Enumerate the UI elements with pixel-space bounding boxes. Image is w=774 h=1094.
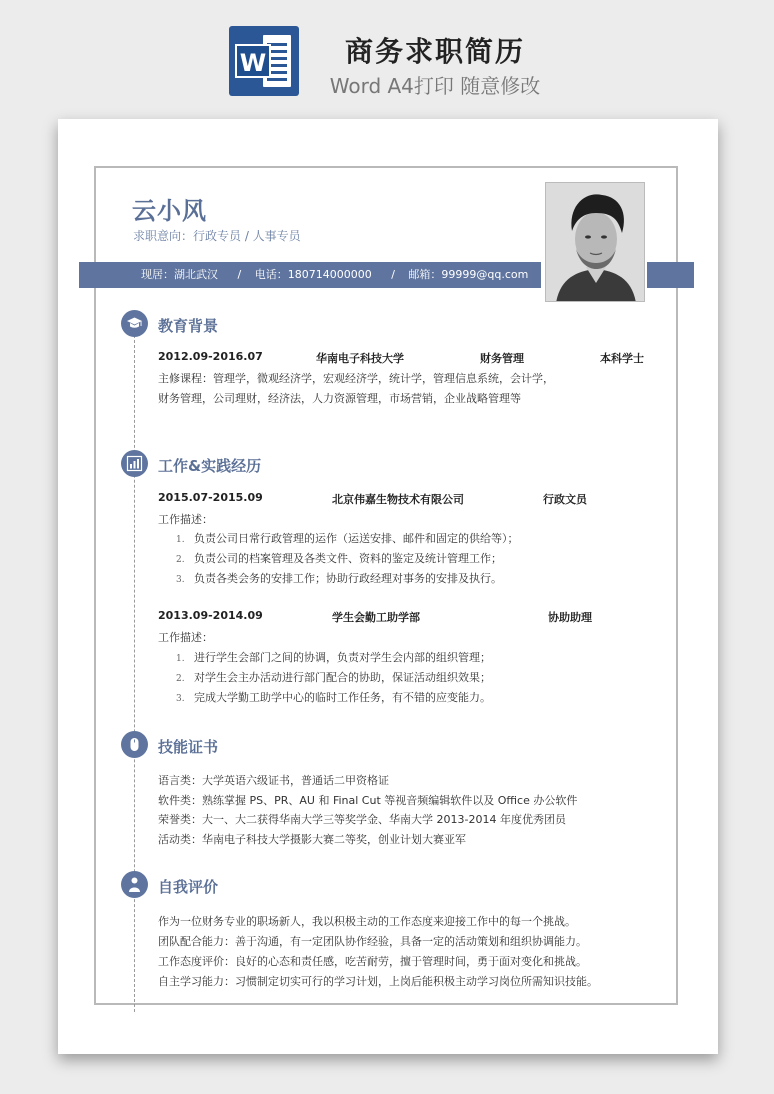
contact-bar-end <box>647 262 694 288</box>
section-title-self: 自我评价 <box>158 878 219 896</box>
list-item-number: 2. <box>176 674 185 684</box>
banner-subtitle: Word A4打印 随意修改 <box>329 74 541 98</box>
job-company: 学生会勤工助学部 <box>332 611 420 624</box>
profile-photo <box>545 182 645 302</box>
contact-separator: / <box>237 268 242 281</box>
education-degree: 本科学士 <box>600 352 644 365</box>
list-item-number: 3. <box>176 694 185 704</box>
job-role: 行政文员 <box>543 493 587 506</box>
contact-phone: 电话：180714000000 <box>254 268 372 281</box>
banner-title: 商务求职简历 <box>344 35 525 68</box>
resume-page <box>58 119 718 1054</box>
job-date: 2013.09-2014.09 <box>158 609 263 622</box>
mouse-icon <box>121 731 148 758</box>
list-item-number: 1. <box>176 535 185 545</box>
list-item-text: 负责公司日常行政管理的运作（运送安排、邮件和固定的供给等）； <box>194 532 519 545</box>
contact-address: 现居：湖北武汉 <box>141 268 218 281</box>
self-eval-line: 自主学习能力：习惯制定切实可行的学习计划，上岗后能积极主动学习岗位所需知识技能。 <box>158 975 598 988</box>
timeline-line <box>134 325 135 1012</box>
list-item <box>176 669 491 685</box>
job-intent: 求职意向：行政专员 / 人事专员 <box>133 229 301 243</box>
list-item-text: 负责各类会务的安排工作；协助行政经理对事务的安排及执行。 <box>194 572 502 585</box>
list-item-text: 对学生会主办活动进行部门配合的协助，保证活动组织效果； <box>194 671 491 684</box>
self-eval-line: 团队配合能力：善于沟通，有一定团队协作经验，具备一定的活动策划和组织协调能力。 <box>158 935 587 948</box>
list-item <box>176 530 519 546</box>
section-title-skills: 技能证书 <box>158 738 219 756</box>
person-icon <box>121 871 148 898</box>
contact-info <box>141 262 534 288</box>
list-item-number: 3. <box>176 575 185 585</box>
skill-line: 软件类：熟练掌握 PS、PR、AU 和 Final Cut 等视音频编辑软件以及 Office 办公软件 <box>158 794 578 807</box>
promo-banner <box>0 0 774 110</box>
word-icon-letter: W <box>235 44 271 78</box>
list-item-number: 1. <box>176 654 185 664</box>
skill-line: 语言类：大学英语六级证书，普通话二甲资格证 <box>158 774 389 787</box>
list-item-number: 2. <box>176 555 185 565</box>
contact-separator: / <box>391 268 395 281</box>
job-desc-label: 工作描述： <box>158 631 213 644</box>
list-item-text: 负责公司的档案管理及各类文件、资料的鉴定及统计管理工作； <box>194 552 502 565</box>
job-company: 北京伟嘉生物技术有限公司 <box>332 493 464 506</box>
education-major: 财务管理 <box>480 352 524 365</box>
portrait-image <box>546 183 645 302</box>
section-title-work: 工作&实践经历 <box>158 457 262 475</box>
list-item <box>176 550 502 566</box>
word-icon <box>229 26 299 96</box>
graduation-cap-icon <box>121 310 148 337</box>
list-item <box>176 689 491 705</box>
job-desc-label: 工作描述： <box>158 513 213 526</box>
education-courses: 财务管理，公司理财，经济法，人力资源管理，市场营销，企业战略管理等 <box>158 392 521 405</box>
list-item-text: 完成大学勤工助学中心的临时工作任务，有不错的应变能力。 <box>194 691 491 704</box>
self-eval-line: 作为一位财务专业的职场新人，我以积极主动的工作态度来迎接工作中的每一个挑战。 <box>158 915 576 928</box>
education-school: 华南电子科技大学 <box>316 352 404 365</box>
bar-chart-icon <box>121 450 148 477</box>
self-eval-line: 工作态度评价：良好的心态和责任感，吃苦耐劳，擅于管理时间，勇于面对变化和挑战。 <box>158 955 587 968</box>
skill-line: 荣誉类：大一、大二获得华南大学三等奖学金、华南大学 2013-2014 年度优秀团员 <box>158 813 566 826</box>
job-date: 2015.07-2015.09 <box>158 491 263 504</box>
job-role: 协助助理 <box>548 611 592 624</box>
list-item-text: 进行学生会部门之间的协调，负责对学生会内部的组织管理； <box>194 651 491 664</box>
list-item <box>176 649 491 665</box>
candidate-name: 云小风 <box>132 197 207 225</box>
section-title-education: 教育背景 <box>158 317 219 335</box>
education-date: 2012.09-2016.07 <box>158 350 263 363</box>
contact-email: 邮箱：99999@qq.com <box>408 268 529 281</box>
list-item <box>176 570 502 586</box>
skill-line: 活动类：华南电子科技大学摄影大赛二等奖，创业计划大赛亚军 <box>158 833 466 846</box>
education-courses: 主修课程：管理学，微观经济学，宏观经济学，统计学，管理信息系统，会计学， <box>158 372 554 385</box>
